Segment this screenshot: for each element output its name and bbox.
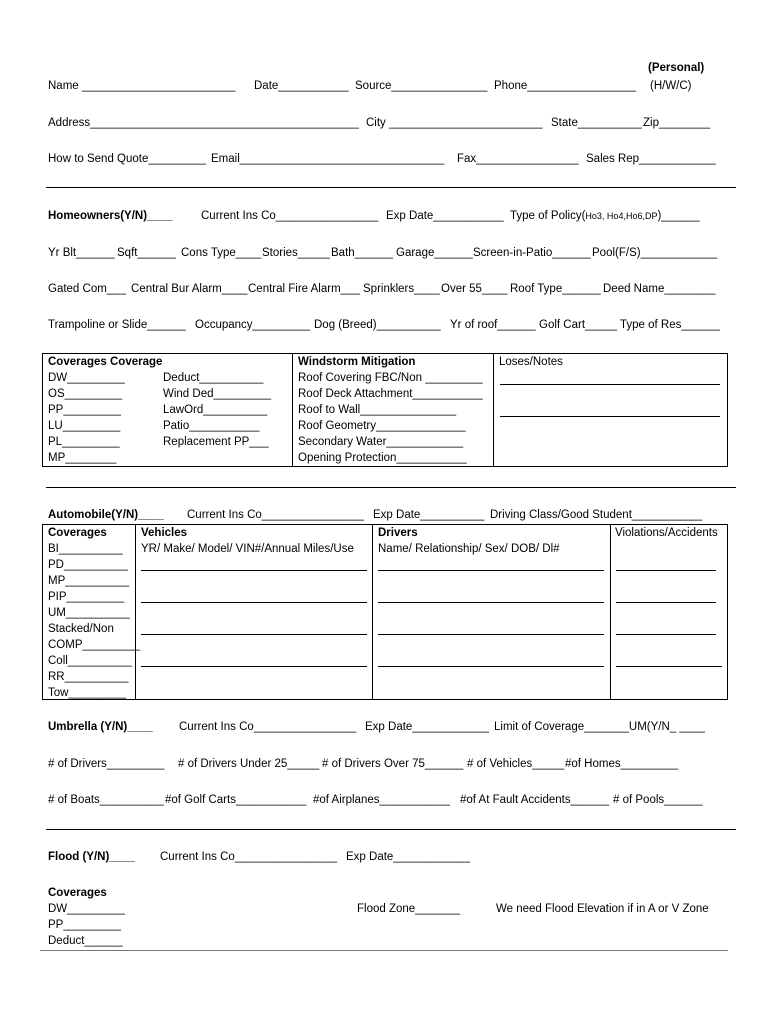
stories-field[interactable]: Stories_____	[262, 247, 330, 259]
auto-current-ins-field[interactable]: Current Ins Co________________	[187, 509, 365, 521]
mp-field[interactable]: MP__________	[48, 575, 130, 587]
bottom-divider	[40, 950, 728, 951]
coll-field[interactable]: Coll__________	[48, 655, 132, 667]
bath-field[interactable]: Bath______	[331, 247, 394, 259]
sales-rep-field[interactable]: Sales Rep____________	[586, 153, 716, 165]
opening-protection-field[interactable]: Opening Protection___________	[298, 452, 467, 464]
ho-coverages-title: Coverages Coverage	[48, 356, 163, 368]
drivers-under-25-field[interactable]: # of Drivers Under 25_____	[178, 758, 320, 770]
phone-field[interactable]: Phone_________________	[494, 80, 636, 92]
auto-coverages-title: Coverages	[48, 527, 107, 539]
driver-line[interactable]	[378, 634, 604, 635]
date-field[interactable]: Date___________	[254, 80, 349, 92]
auto-exp-date-field[interactable]: Exp Date__________	[373, 509, 485, 521]
umb-current-ins-field[interactable]: Current Ins Co________________	[179, 721, 357, 733]
table-divider	[493, 353, 494, 467]
flood-exp-date-field[interactable]: Exp Date____________	[346, 851, 471, 863]
type-of-res-field[interactable]: Type of Res______	[620, 319, 720, 331]
driver-line[interactable]	[378, 666, 604, 667]
name-field[interactable]: Name ________________________	[48, 80, 236, 92]
phone-type-label: (H/W/C)	[650, 80, 692, 92]
vehicle-line[interactable]	[141, 666, 367, 667]
violations-title: Violations/Accidents	[615, 527, 718, 539]
vehicle-line[interactable]	[141, 570, 367, 571]
vehicles-title: Vehicles	[141, 527, 188, 539]
comp-field[interactable]: COMP_________	[48, 639, 141, 651]
umbrella-title: Umbrella (Y/N)____	[48, 721, 153, 733]
secondary-water-field[interactable]: Secondary Water____________	[298, 436, 464, 448]
central-bur-alarm-field[interactable]: Central Bur Alarm____	[131, 283, 248, 295]
ho-exp-date-field[interactable]: Exp Date___________	[386, 210, 504, 222]
flood-pp-field[interactable]: PP_________	[48, 919, 121, 931]
cons-type-field[interactable]: Cons Type____	[181, 247, 262, 259]
flood-title: Flood (Y/N)____	[48, 851, 135, 863]
sqft-field[interactable]: Sqft______	[117, 247, 176, 259]
rr-field[interactable]: RR__________	[48, 671, 129, 683]
num-homes-field[interactable]: #of Homes_________	[565, 758, 679, 770]
roof-covering-field[interactable]: Roof Covering FBC/Non _________	[298, 372, 483, 384]
drivers-subtitle: Name/ Relationship/ Sex/ DOB/ Dl#	[378, 543, 560, 555]
divider	[46, 487, 736, 488]
violation-line[interactable]	[616, 634, 716, 635]
screen-patio-field[interactable]: Screen-in-Patio______	[473, 247, 591, 259]
divider	[46, 187, 736, 188]
wind-ded-field[interactable]: Wind Ded_________	[163, 388, 272, 400]
replacement-pp-field[interactable]: Replacement PP___	[163, 436, 269, 448]
state-field[interactable]: State__________	[551, 117, 642, 129]
garage-field[interactable]: Garage______	[396, 247, 473, 259]
automobile-title: Automobile(Y/N)____	[48, 509, 164, 521]
patio-field[interactable]: Patio___________	[163, 420, 260, 432]
yr-of-roof-field[interactable]: Yr of roof______	[450, 319, 536, 331]
roof-type-field[interactable]: Roof Type______	[510, 283, 601, 295]
address-field[interactable]: Address__________________________________________	[48, 117, 359, 129]
violation-line[interactable]	[616, 602, 716, 603]
vehicle-line[interactable]	[141, 602, 367, 603]
umb-exp-date-field[interactable]: Exp Date____________	[365, 721, 490, 733]
os-field[interactable]: OS_________	[48, 388, 123, 400]
at-fault-accidents-field[interactable]: #of At Fault Accidents______	[460, 794, 609, 806]
dw-field[interactable]: DW_________	[48, 372, 125, 384]
notes-line[interactable]	[500, 416, 720, 417]
yr-blt-field[interactable]: Yr Blt______	[48, 247, 115, 259]
table-divider	[372, 524, 373, 700]
table-divider	[610, 524, 611, 700]
source-field[interactable]: Source_______________	[355, 80, 488, 92]
over-55-field[interactable]: Over 55____	[441, 283, 508, 295]
stacked-label: Stacked/Non	[48, 623, 114, 635]
ho-policy-type-field[interactable]	[510, 209, 700, 223]
vehicle-line[interactable]	[141, 634, 367, 635]
limit-coverage-field[interactable]: Limit of Coverage_______UM(Y/N_ ____	[494, 721, 705, 733]
flood-coverages-title: Coverages	[48, 887, 107, 899]
divider	[46, 829, 736, 830]
pp-field[interactable]: PP_________	[48, 404, 121, 416]
zip-field[interactable]: Zip________	[643, 117, 711, 129]
num-drivers-field[interactable]: # of Drivers_________	[48, 758, 165, 770]
how-to-send-field[interactable]: How to Send Quote_________	[48, 153, 206, 165]
email-field[interactable]: Email________________________________	[211, 153, 445, 165]
personal-header: (Personal)	[648, 62, 705, 74]
dog-breed-field[interactable]: Dog (Breed)__________	[314, 319, 441, 331]
occupancy-field[interactable]: Occupancy_________	[195, 319, 311, 331]
pl-field[interactable]: PL_________	[48, 436, 120, 448]
flood-current-ins-field[interactable]: Current Ins Co________________	[160, 851, 338, 863]
notes-title: Loses/Notes	[499, 356, 563, 368]
deed-name-field[interactable]: Deed Name________	[603, 283, 716, 295]
flood-dw-field[interactable]: DW_________	[48, 903, 125, 915]
num-boats-field[interactable]: # of Boats__________	[48, 794, 164, 806]
central-fire-alarm-field[interactable]: Central Fire Alarm___	[248, 283, 360, 295]
violation-line[interactable]	[616, 666, 722, 667]
roof-deck-field[interactable]: Roof Deck Attachment___________	[298, 388, 483, 400]
num-vehicles-field[interactable]: # of Vehicles_____	[467, 758, 565, 770]
num-golf-carts-field[interactable]: #of Golf Carts___________	[165, 794, 307, 806]
violation-line[interactable]	[616, 570, 716, 571]
law-ord-field[interactable]: LawOrd__________	[163, 404, 268, 416]
pool-field[interactable]: Pool(F/S)____________	[592, 247, 718, 259]
vehicles-subtitle: YR/ Make/ Model/ VIN#/Annual Miles/Use	[141, 543, 354, 555]
homeowners-title: Homeowners(Y/N)____	[48, 210, 173, 222]
lu-field[interactable]: LU_________	[48, 420, 121, 432]
flood-deduct-field[interactable]: Deduct______	[48, 935, 123, 947]
driver-line[interactable]	[378, 570, 604, 571]
mp-field[interactable]: MP________	[48, 452, 117, 464]
policy-type-codes: Ho3, Ho4,Ho6,DP	[585, 211, 658, 221]
bi-field[interactable]: BI__________	[48, 543, 123, 555]
flood-zone-field[interactable]: Flood Zone_______	[357, 903, 460, 915]
notes-line[interactable]	[500, 384, 720, 385]
driving-class-field[interactable]: Driving Class/Good Student___________	[490, 509, 703, 521]
drivers-over-75-field[interactable]: # of Drivers Over 75______	[322, 758, 464, 770]
num-pools-field[interactable]: # of Pools______	[613, 794, 703, 806]
gated-com-field[interactable]: Gated Com___	[48, 283, 126, 295]
policy-type-blank: )______	[657, 210, 700, 222]
pd-field[interactable]: PD__________	[48, 559, 128, 571]
trampoline-field[interactable]: Trampoline or Slide______	[48, 319, 186, 331]
table-divider	[135, 524, 136, 700]
driver-line[interactable]	[378, 602, 604, 603]
table-divider	[292, 353, 293, 467]
um-field[interactable]: UM__________	[48, 607, 130, 619]
deduct-field[interactable]: Deduct__________	[163, 372, 264, 384]
golf-cart-field[interactable]: Golf Cart_____	[539, 319, 617, 331]
tow-field[interactable]: Tow_________	[48, 687, 127, 699]
policy-type-label: Type of Policy(	[510, 210, 586, 222]
num-airplanes-field[interactable]: #of Airplanes___________	[313, 794, 450, 806]
sprinklers-field[interactable]: Sprinklers____	[363, 283, 440, 295]
fax-field[interactable]: Fax________________	[457, 153, 579, 165]
ho-current-ins-field[interactable]: Current Ins Co________________	[201, 210, 379, 222]
pip-field[interactable]: PIP_________	[48, 591, 125, 603]
drivers-title: Drivers	[378, 527, 418, 539]
flood-elevation-note: We need Flood Elevation if in A or V Zone	[496, 903, 709, 915]
roof-geometry-field[interactable]: Roof Geometry______________	[298, 420, 466, 432]
city-field[interactable]: City ________________________	[366, 117, 543, 129]
windstorm-title: Windstorm Mitigation	[298, 356, 416, 368]
roof-to-wall-field[interactable]: Roof to Wall_______________	[298, 404, 457, 416]
